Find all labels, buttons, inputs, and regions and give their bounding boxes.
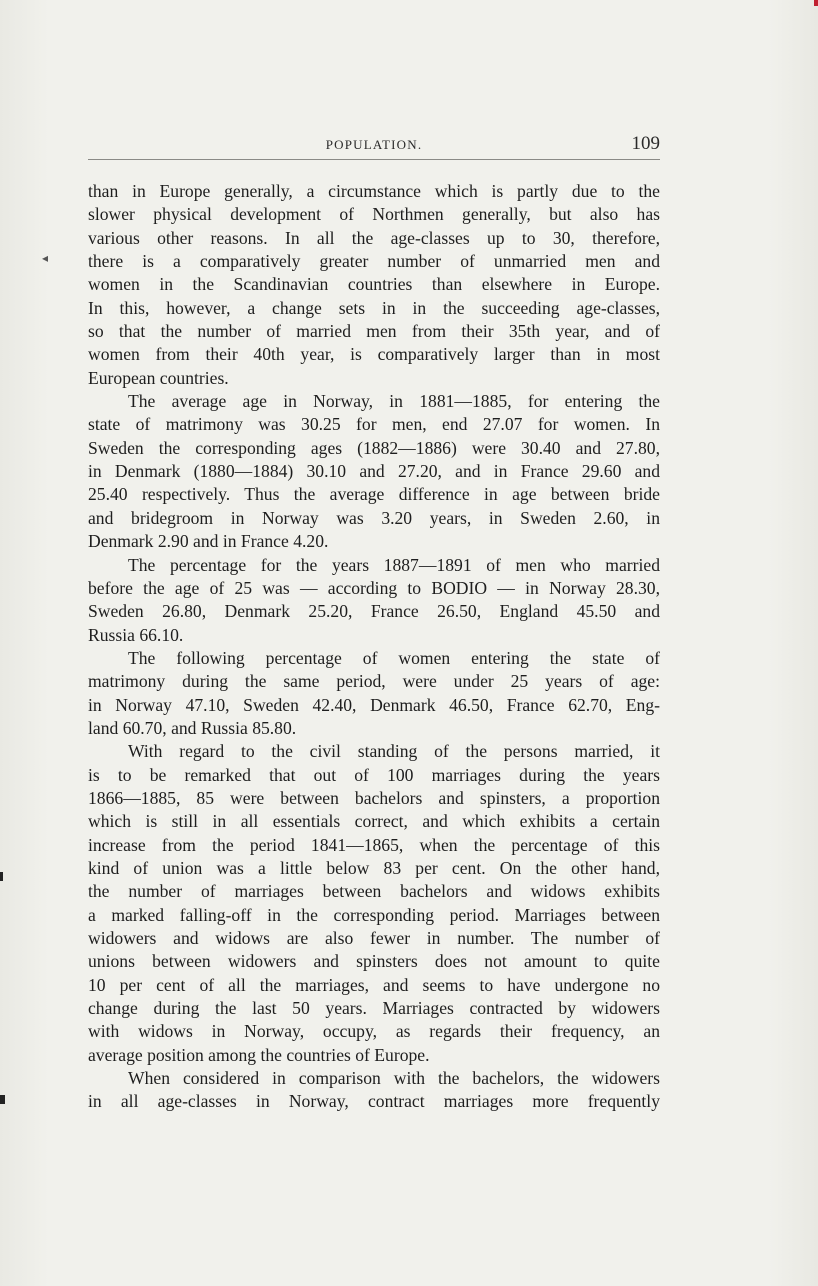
text-line: The following percentage of women entering the state of xyxy=(128,647,660,668)
text-line: The percentage for the years 1887—1891 of men who married xyxy=(128,554,660,575)
text-line: the number of marriages between bachelors and widows exhibits xyxy=(88,881,660,902)
text-line: than in Europe generally, a circumstance which is partly due to the xyxy=(88,181,660,201)
text-line: before the age of 25 was — according to BODIO — in Norway 28.30, xyxy=(88,577,660,598)
text-line: In this, however, a change sets in in the succeeding age-classes, xyxy=(88,297,660,318)
text-line: When considered in comparison with the bachelors, the widowers xyxy=(128,1068,660,1089)
running-title: POPULATION. xyxy=(325,137,423,152)
text-line: Sweden 26.80, Denmark 25.20, France 26.50, England 45.50 and xyxy=(88,601,660,622)
text-line: unions between widowers and spinsters does not amount to quite xyxy=(88,951,660,972)
text-line: increase from the period 1841—1865, when the percentage of this xyxy=(88,834,660,855)
text-line: there is a comparatively greater number of unmarried men and xyxy=(88,251,660,272)
text-line: in Norway 47.10, Sweden 42.40, Denmark 46.50, France 62.70, Eng- xyxy=(88,694,660,715)
text-line: women from their 40th year, is comparatively larger than in most xyxy=(88,344,660,365)
text-line: Russia 66.10. xyxy=(88,624,184,645)
margin-mark: ◂ xyxy=(42,251,49,265)
edge-tick xyxy=(0,872,3,881)
text-line: in all age-classes in Norway, contract marriages more frequently xyxy=(88,1091,660,1112)
page-header xyxy=(88,133,660,160)
text-line: 1866—1885, 85 were between bachelors and spinsters, a proportion xyxy=(88,787,660,808)
text-line: 25.40 respectively. Thus the average difference in age between bride xyxy=(88,484,660,505)
text-line: matrimony during the same period, were under 25 years of age: xyxy=(88,671,660,692)
text-line: European countries. xyxy=(88,367,229,388)
text-line: With regard to the civil standing of the persons married, it xyxy=(128,741,660,762)
text-line: slower physical development of Northmen generally, but also has xyxy=(88,204,660,225)
text-line: in Denmark (1880—1884) 30.10 and 27.20, and in France 29.60 and xyxy=(88,461,660,482)
text-line: state of matrimony was 30.25 for men, end 27.07 for women. In xyxy=(88,414,660,435)
text-line: and bridegroom in Norway was 3.20 years, in Sweden 2.60, in xyxy=(88,507,660,528)
text-line: Sweden the corresponding ages (1882—1886) were 30.40 and 27.80, xyxy=(88,437,660,458)
text-line: which is still in all essentials correct, and which exhibits a certain xyxy=(88,811,660,832)
text-line: average position among the countries of Europe. xyxy=(88,1044,430,1065)
page-number: 109 xyxy=(631,133,660,154)
text-line: land 60.70, and Russia 85.80. xyxy=(88,717,297,738)
text-line: is to be remarked that out of 100 marriages during the years xyxy=(88,764,660,785)
body-text xyxy=(88,180,660,1114)
text-line: so that the number of married men from their 35th year, and of xyxy=(88,321,660,342)
text-line: with widows in Norway, occupy, as regards their frequency, an xyxy=(88,1021,660,1042)
text-line: change during the last 50 years. Marriages contracted by widowers xyxy=(88,998,660,1019)
text-line: women in the Scandinavian countries than elsewhere in Europe. xyxy=(88,274,660,295)
text-line: a marked falling-off in the corresponding period. Marriages between xyxy=(88,904,660,925)
edge-tick xyxy=(0,1095,5,1104)
text-line: The average age in Norway, in 1881—1885, for entering the xyxy=(128,391,660,412)
text-line: 10 per cent of all the marriages, and seems to have undergone no xyxy=(88,974,660,995)
text-line: kind of union was a little below 83 per cent. On the other hand, xyxy=(88,857,660,878)
page-edge-mark xyxy=(814,0,818,6)
text-line: various other reasons. In all the age-classes up to 30, therefore, xyxy=(88,227,660,248)
text-line: Denmark 2.90 and in France 4.20. xyxy=(88,531,329,552)
text-line: widowers and widows are also fewer in number. The number of xyxy=(88,928,660,948)
